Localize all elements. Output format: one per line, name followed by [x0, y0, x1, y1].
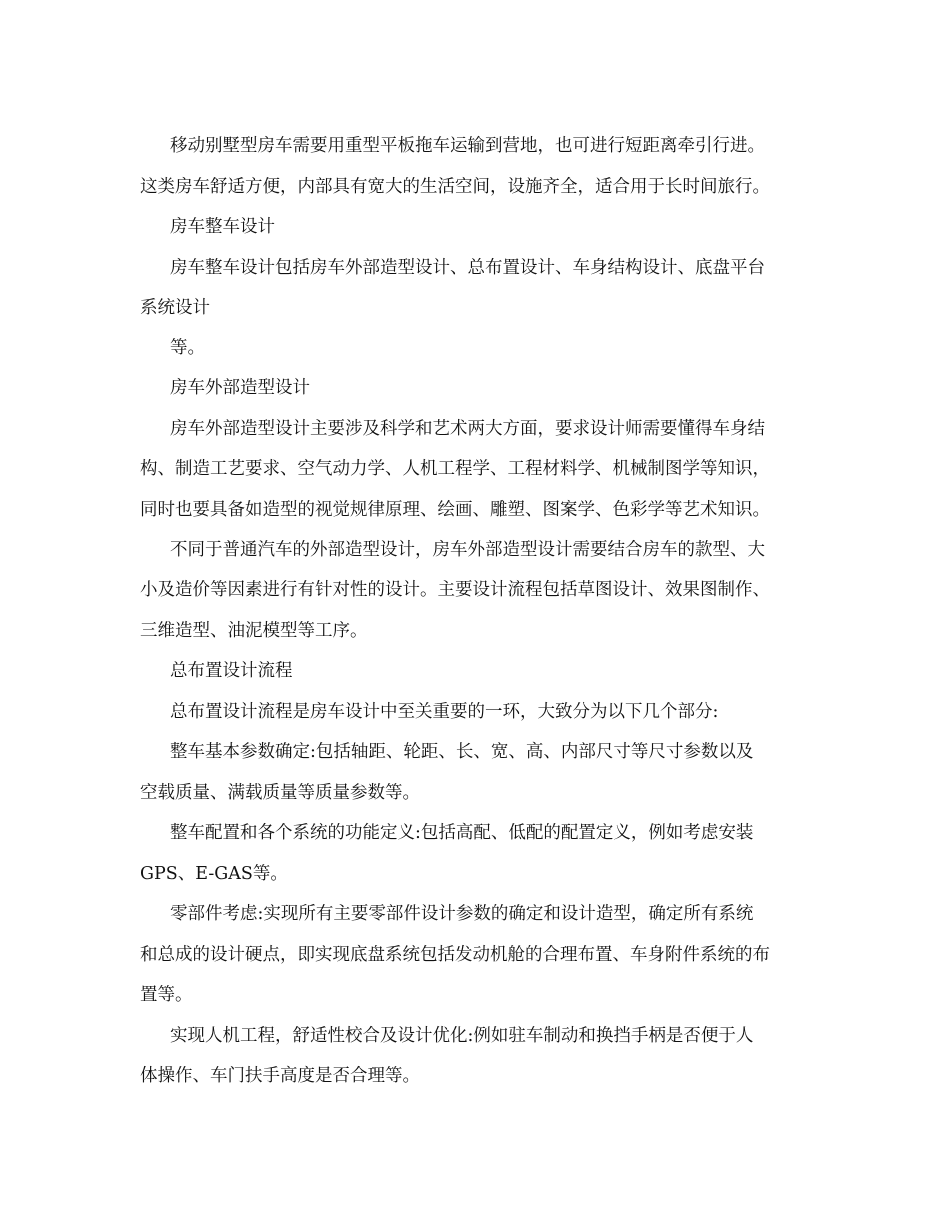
paragraph-line: 房车整车设计包括房车外部造型设计、总布置设计、车身结构设计、底盘平台 [170, 258, 765, 278]
paragraph-line: 三维造型、油泥模型等工序。 [140, 621, 368, 641]
paragraph-line: 整车基本参数确定:包括轴距、轮距、长、宽、高、内部尺寸等尺寸参数以及 [170, 742, 754, 762]
paragraph-line: 同时也要具备如造型的视觉规律原理、绘画、雕塑、图案学、色彩学等艺术知识。 [140, 500, 770, 520]
paragraph-line: 整车配置和各个系统的功能定义:包括高配、低配的配置定义，例如考虑安装 [170, 823, 754, 843]
paragraph-line: 构、制造工艺要求、空气动力学、人机工程学、工程材料学、机械制图学等知识， [140, 459, 770, 479]
paragraph-line: 这类房车舒适方便，内部具有宽大的生活空间，设施齐全，适合用于长时间旅行。 [140, 177, 770, 197]
paragraph-line: GPS、E-GAS等。 [140, 864, 288, 884]
paragraph-line: 小及造价等因素进行有针对性的设计。主要设计流程包括草图设计、效果图制作、 [140, 580, 770, 600]
section-heading: 总布置设计流程 [170, 661, 293, 681]
paragraph-line: 等。 [170, 338, 205, 358]
paragraph-line: 系统设计 [140, 298, 210, 318]
paragraph-line: 零部件考虑:实现所有主要零部件设计参数的确定和设计造型，确定所有系统 [170, 904, 754, 924]
section-heading: 房车外部造型设计 [170, 378, 310, 398]
paragraph-line: 不同于普通汽车的外部造型设计，房车外部造型设计需要结合房车的款型、大 [170, 540, 765, 560]
paragraph-line: 移动别墅型房车需要用重型平板拖车运输到营地，也可进行短距离牵引行进。 [170, 136, 765, 156]
paragraph-line: 房车外部造型设计主要涉及科学和艺术两大方面，要求设计师需要懂得车身结 [170, 419, 765, 439]
paragraph-line: 置等。 [140, 985, 193, 1005]
paragraph-line: 总布置设计流程是房车设计中至关重要的一环，大致分为以下几个部分: [170, 702, 719, 722]
section-heading: 房车整车设计 [170, 217, 275, 237]
paragraph-line: 体操作、车门扶手高度是否合理等。 [140, 1066, 420, 1086]
paragraph-line: 空载质量、满载质量等质量参数等。 [140, 783, 420, 803]
paragraph-line: 和总成的设计硬点，即实现底盘系统包括发动机舱的合理布置、车身附件系统的布 [140, 945, 770, 965]
paragraph-line: 实现人机工程，舒适性校合及设计优化:例如驻车制动和换挡手柄是否便于人 [170, 1026, 754, 1046]
